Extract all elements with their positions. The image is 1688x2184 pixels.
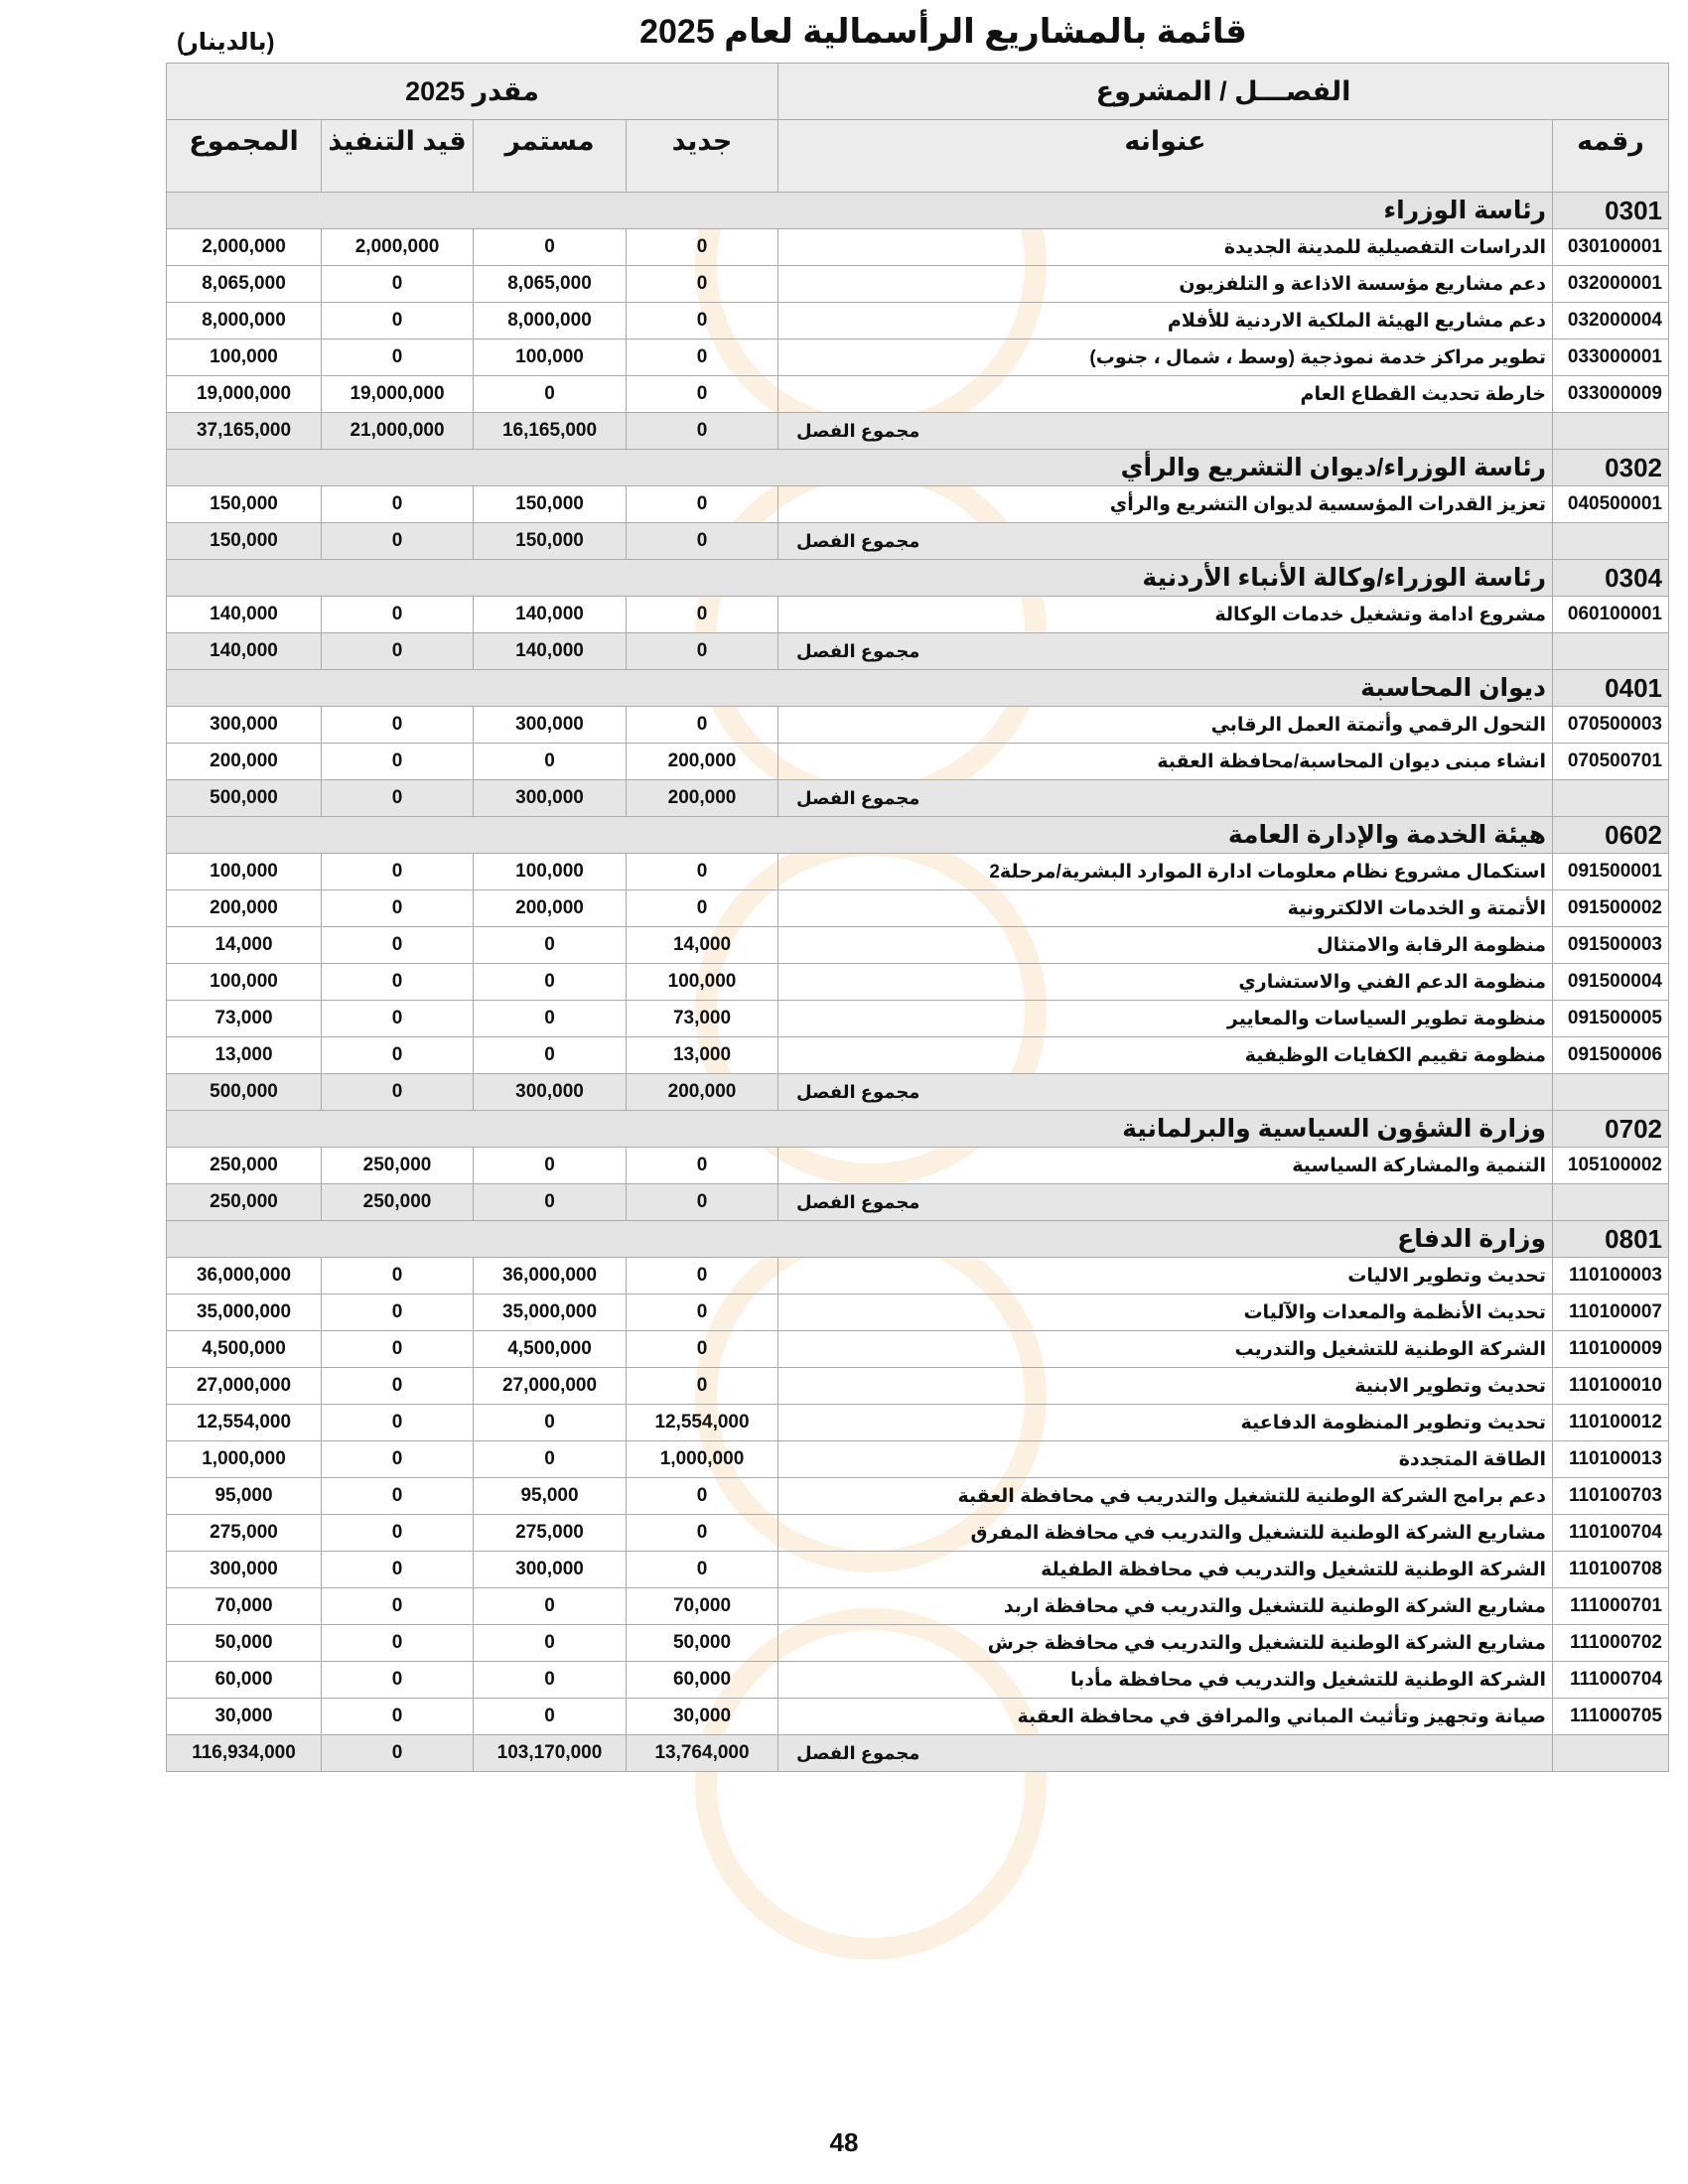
value-in-progress: 0 <box>322 1478 474 1515</box>
project-name: منظومة الدعم الفني والاستشاري <box>778 964 1553 1001</box>
value-new: 200,000 <box>627 744 778 780</box>
table-row <box>167 1478 1669 1515</box>
value-new: 0 <box>627 597 778 633</box>
project-code: 110100708 <box>1553 1552 1669 1588</box>
value-continuing: 0 <box>474 229 627 266</box>
project-code: 040500001 <box>1553 486 1669 523</box>
value-total: 14,000 <box>167 927 322 964</box>
value-new: 50,000 <box>627 1625 778 1662</box>
project-name: تحديث وتطوير الاليات <box>778 1258 1553 1295</box>
value-new: 0 <box>627 1258 778 1295</box>
project-name: دعم مشاريع مؤسسة الاذاعة و التلفزيون <box>778 266 1553 303</box>
table-row <box>167 1699 1669 1735</box>
section-name: هيئة الخدمة والإدارة العامة <box>167 817 1553 854</box>
project-code: 091500004 <box>1553 964 1669 1001</box>
project-code: 110100703 <box>1553 1478 1669 1515</box>
value-total: 200,000 <box>167 890 322 927</box>
value-total: 95,000 <box>167 1478 322 1515</box>
project-code: 110100003 <box>1553 1258 1669 1295</box>
project-code: 032000001 <box>1553 266 1669 303</box>
total-continuing: 300,000 <box>474 1074 627 1111</box>
header-continuing: مستمر <box>474 120 627 193</box>
value-new: 100,000 <box>627 964 778 1001</box>
value-total: 73,000 <box>167 1001 322 1037</box>
table-row <box>167 964 1669 1001</box>
section-code: 0801 <box>1553 1221 1669 1258</box>
value-in-progress: 0 <box>322 266 474 303</box>
total-in-progress: 0 <box>322 633 474 670</box>
value-new: 0 <box>627 376 778 413</box>
header-row-columns <box>167 120 1669 193</box>
total-continuing: 300,000 <box>474 780 627 817</box>
total-spacer <box>1553 1184 1669 1221</box>
project-code: 110100010 <box>1553 1368 1669 1405</box>
table-row <box>167 1331 1669 1368</box>
value-new: 0 <box>627 1515 778 1552</box>
section-total-row <box>167 1735 1669 1772</box>
project-code: 032000004 <box>1553 303 1669 340</box>
project-name: تحديث وتطوير الابنية <box>778 1368 1553 1405</box>
project-name: دعم مشاريع الهيئة الملكية الاردنية للأفلام <box>778 303 1553 340</box>
value-in-progress: 0 <box>322 1662 474 1699</box>
section-header-row <box>167 1111 1669 1148</box>
project-name: التحول الرقمي وأتمتة العمل الرقابي <box>778 707 1553 744</box>
total-spacer <box>1553 413 1669 450</box>
table-row <box>167 597 1669 633</box>
value-new: 0 <box>627 707 778 744</box>
project-name: مشاريع الشركة الوطنية للتشغيل والتدريب في محافظة اربد <box>778 1588 1553 1625</box>
project-code: 070500003 <box>1553 707 1669 744</box>
project-name: انشاء مبنى ديوان المحاسبة/محافظة العقبة <box>778 744 1553 780</box>
total-new: 0 <box>627 633 778 670</box>
section-total-label: مجموع الفصل <box>778 1184 1553 1221</box>
project-name: تعزيز القدرات المؤسسية لديوان التشريع والرأي <box>778 486 1553 523</box>
total-spacer <box>1553 1735 1669 1772</box>
header-chapter-project: الفصـــل / المشروع <box>778 64 1669 120</box>
value-in-progress: 0 <box>322 486 474 523</box>
table-row <box>167 1552 1669 1588</box>
project-code: 091500005 <box>1553 1001 1669 1037</box>
value-total: 140,000 <box>167 597 322 633</box>
value-in-progress: 0 <box>322 1405 474 1441</box>
value-in-progress: 0 <box>322 890 474 927</box>
section-name: رئاسة الوزراء/ديوان التشريع والرأي <box>167 450 1553 486</box>
value-new: 73,000 <box>627 1001 778 1037</box>
section-header-row <box>167 817 1669 854</box>
value-in-progress: 0 <box>322 744 474 780</box>
value-continuing: 8,000,000 <box>474 303 627 340</box>
value-new: 0 <box>627 1331 778 1368</box>
header-estimate: مقدر 2025 <box>167 64 778 120</box>
section-total-row <box>167 633 1669 670</box>
value-new: 0 <box>627 486 778 523</box>
value-continuing: 100,000 <box>474 340 627 376</box>
section-total-row <box>167 523 1669 560</box>
value-total: 36,000,000 <box>167 1258 322 1295</box>
value-continuing: 150,000 <box>474 486 627 523</box>
value-new: 0 <box>627 1478 778 1515</box>
header-in-progress: قيد التنفيذ <box>322 120 474 193</box>
value-continuing: 200,000 <box>474 890 627 927</box>
project-code: 091500006 <box>1553 1037 1669 1074</box>
table-row <box>167 854 1669 890</box>
value-in-progress: 0 <box>322 1699 474 1735</box>
value-new: 60,000 <box>627 1662 778 1699</box>
project-code: 091500001 <box>1553 854 1669 890</box>
value-continuing: 27,000,000 <box>474 1368 627 1405</box>
table-row <box>167 1625 1669 1662</box>
project-name: الطاقة المتجددة <box>778 1441 1553 1478</box>
section-header-row <box>167 1221 1669 1258</box>
total-total: 150,000 <box>167 523 322 560</box>
value-continuing: 0 <box>474 1699 627 1735</box>
value-continuing: 0 <box>474 927 627 964</box>
value-new: 0 <box>627 1148 778 1184</box>
value-continuing: 0 <box>474 1405 627 1441</box>
value-new: 0 <box>627 1295 778 1331</box>
total-in-progress: 0 <box>322 1074 474 1111</box>
table-row <box>167 266 1669 303</box>
section-code: 0302 <box>1553 450 1669 486</box>
value-new: 0 <box>627 229 778 266</box>
value-continuing: 36,000,000 <box>474 1258 627 1295</box>
section-total-label: مجموع الفصل <box>778 413 1553 450</box>
value-total: 100,000 <box>167 964 322 1001</box>
total-total: 250,000 <box>167 1184 322 1221</box>
section-name: رئاسة الوزراء <box>167 193 1553 229</box>
page-title: قائمة بالمشاريع الرأسمالية لعام 2025 <box>639 13 1247 51</box>
value-new: 0 <box>627 854 778 890</box>
value-new: 0 <box>627 890 778 927</box>
table-body <box>167 193 1669 1772</box>
value-continuing: 0 <box>474 1037 627 1074</box>
table-row <box>167 744 1669 780</box>
value-total: 275,000 <box>167 1515 322 1552</box>
project-name: الشركة الوطنية للتشغيل والتدريب في محافظة الطفيلة <box>778 1552 1553 1588</box>
value-total: 13,000 <box>167 1037 322 1074</box>
total-continuing: 140,000 <box>474 633 627 670</box>
total-new: 200,000 <box>627 780 778 817</box>
section-total-row <box>167 413 1669 450</box>
value-continuing: 100,000 <box>474 854 627 890</box>
value-in-progress: 0 <box>322 1368 474 1405</box>
page-number: 48 <box>829 2127 859 2157</box>
value-total: 19,000,000 <box>167 376 322 413</box>
section-code: 0702 <box>1553 1111 1669 1148</box>
total-new: 0 <box>627 1184 778 1221</box>
value-total: 300,000 <box>167 1552 322 1588</box>
value-continuing: 4,500,000 <box>474 1331 627 1368</box>
value-total: 1,000,000 <box>167 1441 322 1478</box>
total-new: 13,764,000 <box>627 1735 778 1772</box>
project-code: 111000704 <box>1553 1662 1669 1699</box>
table-row <box>167 486 1669 523</box>
total-total: 37,165,000 <box>167 413 322 450</box>
table-row <box>167 1662 1669 1699</box>
project-name: الدراسات التفصيلية للمدينة الجديدة <box>778 229 1553 266</box>
table-row <box>167 1001 1669 1037</box>
project-code: 110100009 <box>1553 1331 1669 1368</box>
value-in-progress: 0 <box>322 1441 474 1478</box>
table-row <box>167 340 1669 376</box>
table-row <box>167 1368 1669 1405</box>
value-in-progress: 2,000,000 <box>322 229 474 266</box>
section-code: 0602 <box>1553 817 1669 854</box>
project-name: الشركة الوطنية للتشغيل والتدريب <box>778 1331 1553 1368</box>
value-continuing: 95,000 <box>474 1478 627 1515</box>
section-total-row <box>167 1184 1669 1221</box>
project-name: صيانة وتجهيز وتأثيث المباني والمرافق في محافظة العقبة <box>778 1699 1553 1735</box>
section-total-label: مجموع الفصل <box>778 780 1553 817</box>
value-in-progress: 0 <box>322 927 474 964</box>
value-in-progress: 0 <box>322 1625 474 1662</box>
value-new: 1,000,000 <box>627 1441 778 1478</box>
total-continuing: 150,000 <box>474 523 627 560</box>
value-in-progress: 0 <box>322 1001 474 1037</box>
section-header-row <box>167 670 1669 707</box>
total-spacer <box>1553 633 1669 670</box>
total-new: 200,000 <box>627 1074 778 1111</box>
section-header-row <box>167 193 1669 229</box>
value-total: 70,000 <box>167 1588 322 1625</box>
total-in-progress: 0 <box>322 1735 474 1772</box>
project-name: منظومة تطوير السياسات والمعايير <box>778 1001 1553 1037</box>
header-name: عنوانه <box>778 120 1553 193</box>
value-continuing: 140,000 <box>474 597 627 633</box>
value-continuing: 0 <box>474 1148 627 1184</box>
total-spacer <box>1553 1074 1669 1111</box>
total-spacer <box>1553 523 1669 560</box>
project-code: 033000001 <box>1553 340 1669 376</box>
project-name: التنمية والمشاركة السياسية <box>778 1148 1553 1184</box>
value-continuing: 300,000 <box>474 707 627 744</box>
value-in-progress: 0 <box>322 1552 474 1588</box>
table-row <box>167 1037 1669 1074</box>
project-code: 111000701 <box>1553 1588 1669 1625</box>
table-row <box>167 1148 1669 1184</box>
table-row <box>167 707 1669 744</box>
project-name: تحديث الأنظمة والمعدات والآليات <box>778 1295 1553 1331</box>
project-name: استكمال مشروع نظام معلومات ادارة الموارد البشرية/مرحلة2 <box>778 854 1553 890</box>
header-code: رقمه <box>1553 120 1669 193</box>
value-in-progress: 0 <box>322 303 474 340</box>
table-row <box>167 229 1669 266</box>
total-continuing: 16,165,000 <box>474 413 627 450</box>
table-row <box>167 1405 1669 1441</box>
section-code: 0401 <box>1553 670 1669 707</box>
value-new: 0 <box>627 1552 778 1588</box>
value-new: 0 <box>627 1368 778 1405</box>
table-row <box>167 927 1669 964</box>
value-continuing: 0 <box>474 744 627 780</box>
value-in-progress: 0 <box>322 964 474 1001</box>
section-code: 0304 <box>1553 560 1669 597</box>
value-in-progress: 0 <box>322 597 474 633</box>
value-continuing: 0 <box>474 964 627 1001</box>
section-total-row <box>167 780 1669 817</box>
project-name: منظومة الرقابة والامتثال <box>778 927 1553 964</box>
table-row <box>167 1258 1669 1295</box>
section-total-label: مجموع الفصل <box>778 1735 1553 1772</box>
project-code: 110100012 <box>1553 1405 1669 1441</box>
project-code: 091500002 <box>1553 890 1669 927</box>
project-code: 105100002 <box>1553 1148 1669 1184</box>
value-total: 35,000,000 <box>167 1295 322 1331</box>
value-total: 30,000 <box>167 1699 322 1735</box>
currency-unit: (بالدينار) <box>177 29 275 56</box>
value-continuing: 8,065,000 <box>474 266 627 303</box>
project-name: مشاريع الشركة الوطنية للتشغيل والتدريب في محافظة المفرق <box>778 1515 1553 1552</box>
total-spacer <box>1553 780 1669 817</box>
value-continuing: 0 <box>474 1625 627 1662</box>
value-total: 60,000 <box>167 1662 322 1699</box>
value-in-progress: 0 <box>322 1588 474 1625</box>
header-new: جديد <box>627 120 778 193</box>
section-name: رئاسة الوزراء/وكالة الأنباء الأردنية <box>167 560 1553 597</box>
value-continuing: 35,000,000 <box>474 1295 627 1331</box>
total-continuing: 0 <box>474 1184 627 1221</box>
value-continuing: 0 <box>474 1001 627 1037</box>
project-code: 091500003 <box>1553 927 1669 964</box>
section-name: وزارة الدفاع <box>167 1221 1553 1258</box>
value-total: 8,000,000 <box>167 303 322 340</box>
value-total: 4,500,000 <box>167 1331 322 1368</box>
table-row <box>167 1588 1669 1625</box>
value-total: 8,065,000 <box>167 266 322 303</box>
value-continuing: 300,000 <box>474 1552 627 1588</box>
value-in-progress: 0 <box>322 707 474 744</box>
total-new: 0 <box>627 523 778 560</box>
project-code: 070500701 <box>1553 744 1669 780</box>
value-in-progress: 250,000 <box>322 1148 474 1184</box>
value-new: 70,000 <box>627 1588 778 1625</box>
value-in-progress: 0 <box>322 1258 474 1295</box>
value-new: 0 <box>627 340 778 376</box>
project-name: منظومة تقييم الكفايات الوظيفية <box>778 1037 1553 1074</box>
value-continuing: 0 <box>474 1441 627 1478</box>
table-row <box>167 890 1669 927</box>
value-continuing: 0 <box>474 376 627 413</box>
section-total-label: مجموع الفصل <box>778 523 1553 560</box>
value-total: 27,000,000 <box>167 1368 322 1405</box>
value-new: 12,554,000 <box>627 1405 778 1441</box>
value-new: 0 <box>627 266 778 303</box>
table-row <box>167 1441 1669 1478</box>
project-name: خارطة تحديث القطاع العام <box>778 376 1553 413</box>
value-continuing: 275,000 <box>474 1515 627 1552</box>
total-continuing: 103,170,000 <box>474 1735 627 1772</box>
value-in-progress: 0 <box>322 1515 474 1552</box>
table-row <box>167 1295 1669 1331</box>
project-name: مشاريع الشركة الوطنية للتشغيل والتدريب في محافظة جرش <box>778 1625 1553 1662</box>
project-code: 060100001 <box>1553 597 1669 633</box>
section-total-label: مجموع الفصل <box>778 1074 1553 1111</box>
value-total: 50,000 <box>167 1625 322 1662</box>
project-code: 110100704 <box>1553 1515 1669 1552</box>
value-new: 0 <box>627 303 778 340</box>
section-total-label: مجموع الفصل <box>778 633 1553 670</box>
value-in-progress: 19,000,000 <box>322 376 474 413</box>
table-row <box>167 303 1669 340</box>
project-code: 033000009 <box>1553 376 1669 413</box>
value-in-progress: 0 <box>322 1331 474 1368</box>
value-continuing: 0 <box>474 1588 627 1625</box>
section-header-row <box>167 450 1669 486</box>
project-code: 111000702 <box>1553 1625 1669 1662</box>
project-code: 111000705 <box>1553 1699 1669 1735</box>
value-new: 13,000 <box>627 1037 778 1074</box>
section-code: 0301 <box>1553 193 1669 229</box>
total-in-progress: 250,000 <box>322 1184 474 1221</box>
total-total: 500,000 <box>167 780 322 817</box>
capital-projects-table <box>166 63 1669 1772</box>
total-total: 116,934,000 <box>167 1735 322 1772</box>
total-in-progress: 0 <box>322 780 474 817</box>
value-total: 300,000 <box>167 707 322 744</box>
total-in-progress: 0 <box>322 523 474 560</box>
project-code: 110100013 <box>1553 1441 1669 1478</box>
value-total: 100,000 <box>167 340 322 376</box>
project-name: الأتمتة و الخدمات الالكترونية <box>778 890 1553 927</box>
project-code: 110100007 <box>1553 1295 1669 1331</box>
value-total: 150,000 <box>167 486 322 523</box>
value-continuing: 0 <box>474 1662 627 1699</box>
project-name: دعم برامج الشركة الوطنية للتشغيل والتدريب في محافظة العقبة <box>778 1478 1553 1515</box>
total-total: 500,000 <box>167 1074 322 1111</box>
value-new: 14,000 <box>627 927 778 964</box>
section-total-row <box>167 1074 1669 1111</box>
table-row <box>167 376 1669 413</box>
project-name: تطوير مراكز خدمة نموذجية (وسط ، شمال ، جنوب) <box>778 340 1553 376</box>
header-total: المجموع <box>167 120 322 193</box>
value-in-progress: 0 <box>322 854 474 890</box>
table-row <box>167 1515 1669 1552</box>
value-total: 250,000 <box>167 1148 322 1184</box>
section-header-row <box>167 560 1669 597</box>
value-total: 100,000 <box>167 854 322 890</box>
section-name: ديوان المحاسبة <box>167 670 1553 707</box>
value-in-progress: 0 <box>322 1037 474 1074</box>
project-name: تحديث وتطوير المنظومة الدفاعية <box>778 1405 1553 1441</box>
value-total: 2,000,000 <box>167 229 322 266</box>
value-total: 12,554,000 <box>167 1405 322 1441</box>
section-name: وزارة الشؤون السياسية والبرلمانية <box>167 1111 1553 1148</box>
value-in-progress: 0 <box>322 1295 474 1331</box>
value-new: 30,000 <box>627 1699 778 1735</box>
total-new: 0 <box>627 413 778 450</box>
project-name: الشركة الوطنية للتشغيل والتدريب في محافظة مأدبا <box>778 1662 1553 1699</box>
total-total: 140,000 <box>167 633 322 670</box>
value-in-progress: 0 <box>322 340 474 376</box>
project-code: 030100001 <box>1553 229 1669 266</box>
value-total: 200,000 <box>167 744 322 780</box>
project-name: مشروع ادامة وتشغيل خدمات الوكالة <box>778 597 1553 633</box>
header-row-top <box>167 64 1669 120</box>
total-in-progress: 21,000,000 <box>322 413 474 450</box>
